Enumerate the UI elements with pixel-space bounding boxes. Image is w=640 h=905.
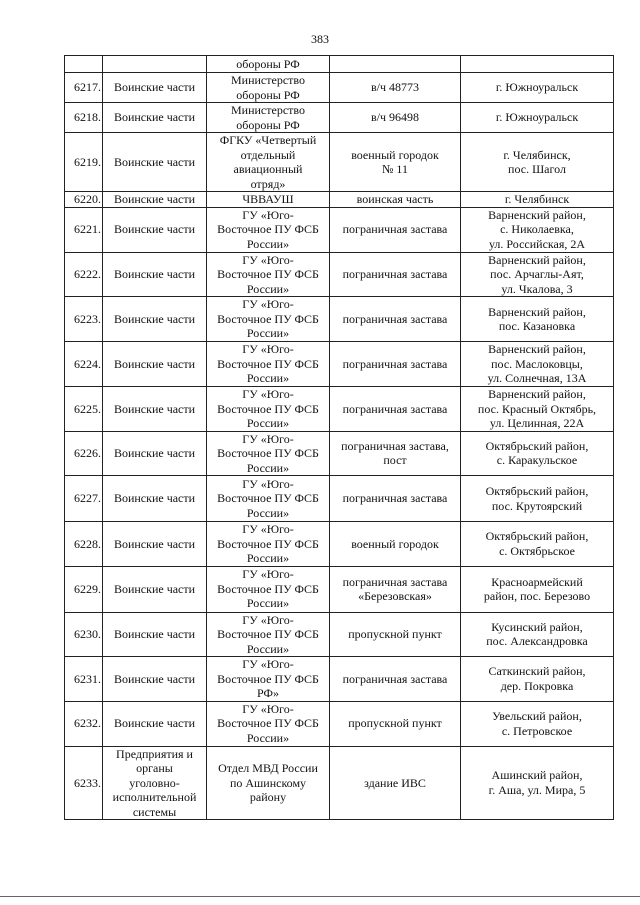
cell-address: Кусинский район, пос. Александровка — [461, 612, 614, 657]
cell-number: 6228. — [65, 522, 103, 567]
cell-category: Воинские части — [103, 612, 207, 657]
cell-address: г. Челябинск — [461, 192, 614, 208]
cell-owner: Отдел МВД России по Ашинскому району — [207, 746, 330, 820]
cell-number: 6229. — [65, 566, 103, 612]
cell-owner: ГУ «Юго- Восточное ПУ ФСБ РФ» — [207, 657, 330, 702]
cell-category: Воинские части — [103, 476, 207, 522]
table-row — [65, 133, 614, 192]
cell-owner: ГУ «Юго- Восточное ПУ ФСБ России» — [207, 566, 330, 612]
cell-category: Воинские части — [103, 103, 207, 133]
cell-address: Октябрьский район, с. Октябрьское — [461, 522, 614, 567]
cell-object: пограничная застава — [330, 297, 461, 342]
cell-object — [330, 56, 461, 73]
table-row — [65, 657, 614, 702]
cell-object: в/ч 48773 — [330, 73, 461, 103]
cell-category: Предприятия и органы уголовно- исполнительной системы — [103, 746, 207, 820]
cell-category: Воинские части — [103, 342, 207, 387]
cell-object: в/ч 96498 — [330, 103, 461, 133]
cell-owner: Министерство обороны РФ — [207, 73, 330, 103]
cell-category: Воинские части — [103, 657, 207, 702]
cell-owner: ГУ «Юго- Восточное ПУ ФСБ России» — [207, 387, 330, 432]
cell-address: Варненский район, пос. Арчаглы-Аят, ул. Чкалова, 3 — [461, 252, 614, 297]
cell-object: здание ИВС — [330, 746, 461, 820]
table-row — [65, 701, 614, 746]
continuation-row — [65, 56, 614, 73]
table-row — [65, 746, 614, 820]
table-row — [65, 522, 614, 567]
cell-number: 6230. — [65, 612, 103, 657]
cell-owner: ГУ «Юго- Восточное ПУ ФСБ России» — [207, 342, 330, 387]
cell-owner: ГУ «Юго- Восточное ПУ ФСБ России» — [207, 431, 330, 476]
cell-address: Октябрьский район, с. Каракульское — [461, 431, 614, 476]
table-body — [65, 56, 614, 820]
cell-number: 6218. — [65, 103, 103, 133]
cell-number: 6222. — [65, 252, 103, 297]
cell-owner: ГУ «Юго- Восточное ПУ ФСБ России» — [207, 252, 330, 297]
cell-category: Воинские части — [103, 701, 207, 746]
scan-edge-line — [0, 896, 640, 897]
cell-category: Воинские части — [103, 252, 207, 297]
cell-address — [461, 56, 614, 73]
cell-number: 6219. — [65, 133, 103, 192]
cell-number: 6227. — [65, 476, 103, 522]
cell-owner: ГУ «Юго- Восточное ПУ ФСБ России» — [207, 522, 330, 567]
table-row — [65, 476, 614, 522]
cell-address: г. Южноуральск — [461, 103, 614, 133]
cell-number: 6224. — [65, 342, 103, 387]
table-row — [65, 387, 614, 432]
cell-owner: ГУ «Юго- Восточное ПУ ФСБ России» — [207, 476, 330, 522]
cell-object: пропускной пункт — [330, 612, 461, 657]
cell-number: 6217. — [65, 73, 103, 103]
cell-object: пограничная застава — [330, 252, 461, 297]
cell-category: Воинские части — [103, 431, 207, 476]
cell-object: пограничная застава, пост — [330, 431, 461, 476]
cell-number — [65, 56, 103, 73]
cell-number: 6232. — [65, 701, 103, 746]
cell-category: Воинские части — [103, 522, 207, 567]
cell-object: пропускной пункт — [330, 701, 461, 746]
cell-owner: Министерство обороны РФ — [207, 103, 330, 133]
cell-owner: ГУ «Юго- Восточное ПУ ФСБ России» — [207, 701, 330, 746]
table-row — [65, 103, 614, 133]
cell-owner: ГУ «Юго- Восточное ПУ ФСБ России» — [207, 207, 330, 252]
cell-address: Увельский район, с. Петровское — [461, 701, 614, 746]
cell-owner: ГУ «Юго- Восточное ПУ ФСБ России» — [207, 612, 330, 657]
cell-category: Воинские части — [103, 207, 207, 252]
table-row — [65, 342, 614, 387]
cell-number: 6231. — [65, 657, 103, 702]
table-row — [65, 207, 614, 252]
cell-category: Воинские части — [103, 297, 207, 342]
cell-category: Воинские части — [103, 566, 207, 612]
cell-object: военный городок № 11 — [330, 133, 461, 192]
table-row — [65, 431, 614, 476]
document-table — [64, 55, 614, 820]
cell-number: 6221. — [65, 207, 103, 252]
cell-category: Воинские части — [103, 387, 207, 432]
cell-number: 6220. — [65, 192, 103, 208]
cell-object: пограничная застава — [330, 207, 461, 252]
cell-address: Варненский район, пос. Маслоковцы, ул. Солнечная, 13А — [461, 342, 614, 387]
cell-address: Красноармейский район, пос. Березово — [461, 566, 614, 612]
table-row — [65, 252, 614, 297]
cell-number: 6223. — [65, 297, 103, 342]
cell-address: Варненский район, с. Николаевка, ул. Российская, 2А — [461, 207, 614, 252]
cell-owner: ЧВВАУШ — [207, 192, 330, 208]
cell-address: г. Южноуральск — [461, 73, 614, 103]
cell-object: пограничная застава — [330, 476, 461, 522]
cell-category: Воинские части — [103, 133, 207, 192]
cell-object: воинская часть — [330, 192, 461, 208]
cell-object: пограничная застава — [330, 387, 461, 432]
cell-owner: ФГКУ «Четвертый отдельный авиационный отряд» — [207, 133, 330, 192]
cell-category: Воинские части — [103, 192, 207, 208]
cell-address: Варненский район, пос. Красный Октябрь, ул. Целинная, 22А — [461, 387, 614, 432]
table-row — [65, 73, 614, 103]
cell-number: 6225. — [65, 387, 103, 432]
cell-object: пограничная застава — [330, 342, 461, 387]
cell-object: пограничная застава — [330, 657, 461, 702]
cell-address: Ашинский район, г. Аша, ул. Мира, 5 — [461, 746, 614, 820]
cell-address: г. Челябинск, пос. Шагол — [461, 133, 614, 192]
cell-number: 6233. — [65, 746, 103, 820]
cell-number: 6226. — [65, 431, 103, 476]
cell-category: Воинские части — [103, 73, 207, 103]
table-row — [65, 192, 614, 208]
table-row — [65, 612, 614, 657]
table-row — [65, 297, 614, 342]
cell-object: военный городок — [330, 522, 461, 567]
cell-address: Октябрьский район, пос. Крутоярский — [461, 476, 614, 522]
cell-address: Варненский район, пос. Казановка — [461, 297, 614, 342]
cell-object: пограничная застава «Березовская» — [330, 566, 461, 612]
table-row — [65, 566, 614, 612]
cell-category — [103, 56, 207, 73]
cell-address: Саткинский район, дер. Покровка — [461, 657, 614, 702]
page-number: 383 — [311, 32, 329, 46]
cell-owner: ГУ «Юго- Восточное ПУ ФСБ России» — [207, 297, 330, 342]
cell-owner: обороны РФ — [207, 56, 330, 73]
